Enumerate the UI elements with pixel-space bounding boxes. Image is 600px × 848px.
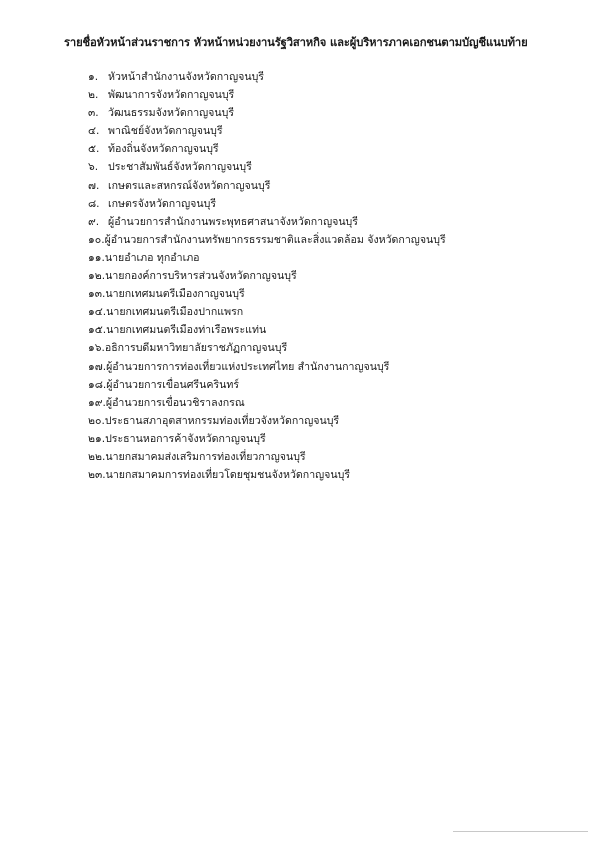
item-number: ๑๕. — [88, 324, 107, 337]
document-title: รายชื่อหัวหน้าส่วนราชการ หัวหน้าหน่วยงานรัฐวิสาหกิจ และผู้บริหารภาคเอกชนตามบัญชีแนบท้าย — [64, 36, 528, 49]
list-item — [88, 267, 446, 285]
item-number: ๑๓. — [88, 288, 106, 301]
list-item — [88, 321, 446, 339]
item-text: ผู้อำนวยการสำนักงานพระพุทธศาสนาจังหวัดกาญจนบุรี — [108, 215, 358, 228]
list-item — [88, 339, 446, 357]
item-number: ๔. — [88, 125, 100, 138]
item-number: ๑๑. — [88, 251, 105, 264]
list-item — [88, 412, 446, 430]
list-item — [88, 86, 446, 104]
item-number: ๗. — [88, 179, 100, 192]
item-number: ๑๖. — [88, 342, 105, 355]
item-number: ๒. — [88, 89, 99, 102]
list-item — [88, 358, 446, 376]
item-text: นายกเทศมนตรีเมืองปากแพรก — [106, 306, 244, 319]
item-text: ผู้อำนวยการการท่องเที่ยวแห่งประเทศไทย สำนักงานกาญจนบุรี — [106, 360, 390, 373]
item-text: นายกองค์การบริหารส่วนจังหวัดกาญจนบุรี — [105, 270, 297, 283]
item-number: ๕. — [88, 143, 100, 156]
item-text: พาณิชย์จังหวัดกาญจนบุรี — [108, 125, 223, 138]
list-item — [88, 394, 446, 412]
item-number: ๖. — [88, 161, 99, 174]
list-item — [88, 466, 446, 484]
item-number: ๙. — [88, 215, 100, 228]
recipient-list — [88, 68, 446, 484]
list-item — [88, 249, 446, 267]
item-number: ๒๓. — [88, 469, 106, 482]
item-text: อธิการบดีมหาวิทยาลัยราชภัฏกาญจนบุรี — [104, 342, 288, 355]
item-number: ๑๒. — [88, 270, 106, 283]
footer-divider — [453, 831, 588, 832]
item-text: ผู้อำนวยการเขื่อนศรีนครินทร์ — [106, 378, 240, 391]
list-item — [88, 285, 446, 303]
list-item — [88, 430, 446, 448]
item-number: ๓. — [88, 107, 99, 120]
list-item — [88, 158, 446, 176]
item-text: ประชาสัมพันธ์จังหวัดกาญจนบุรี — [108, 161, 252, 174]
item-text: วัฒนธรรมจังหวัดกาญจนบุรี — [108, 107, 235, 120]
list-item — [88, 104, 446, 122]
item-text: นายอำเภอ ทุกอำเภอ — [104, 251, 200, 264]
list-item — [88, 303, 446, 321]
item-number: ๒๐. — [88, 414, 105, 427]
item-number: ๑๗. — [88, 360, 107, 373]
item-number: ๑๔. — [88, 306, 107, 319]
item-number: ๒๒. — [88, 450, 106, 463]
item-text: นายกเทศมนตรีเมืองกาญจนบุรี — [105, 288, 245, 301]
item-number: ๑๐. — [88, 233, 105, 246]
item-number: ๘. — [88, 197, 100, 210]
item-text: ท้องถิ่นจังหวัดกาญจนบุรี — [108, 143, 219, 156]
item-text: นายกสมาคมการท่องเที่ยวโดยชุมชนจังหวัดกาญจนบุรี — [105, 469, 351, 482]
list-item — [88, 177, 446, 195]
item-text: เกษตรและสหกรณ์จังหวัดกาญจนบุรี — [108, 179, 271, 192]
item-text: ผู้อำนวยการสำนักงานทรัพยากรธรรมชาติและสิ่งแวดล้อม จังหวัดกาญจนบุรี — [104, 233, 446, 246]
list-item — [88, 376, 446, 394]
list-item — [88, 122, 446, 140]
item-text: ผู้อำนวยการเขื่อนวชิราลงกรณ — [105, 396, 245, 409]
item-text: นายกเทศมนตรีเมืองท่าเรือพระแท่น — [106, 324, 267, 337]
list-item — [88, 68, 446, 86]
item-text: เกษตรจังหวัดกาญจนบุรี — [108, 197, 217, 210]
item-text: ประธานสภาอุตสาหกรรมท่องเที่ยวจังหวัดกาญจนบุรี — [104, 414, 340, 427]
list-item — [88, 195, 446, 213]
list-item — [88, 213, 446, 231]
item-number: ๑๘. — [88, 378, 107, 391]
list-item — [88, 231, 446, 249]
list-item — [88, 448, 446, 466]
item-number: ๒๑. — [88, 432, 106, 445]
item-text: นายกสมาคมส่งเสริมการท่องเที่ยวกาญจนบุรี — [105, 450, 306, 463]
list-item — [88, 140, 446, 158]
item-text: หัวหน้าสำนักงานจังหวัดกาญจนบุรี — [108, 71, 264, 83]
item-number: ๑. — [88, 71, 99, 83]
item-number: ๑๙. — [88, 396, 106, 409]
item-text: พัฒนาการจังหวัดกาญจนบุรี — [108, 89, 235, 102]
item-text: ประธานหอการค้าจังหวัดกาญจนบุรี — [105, 432, 266, 445]
